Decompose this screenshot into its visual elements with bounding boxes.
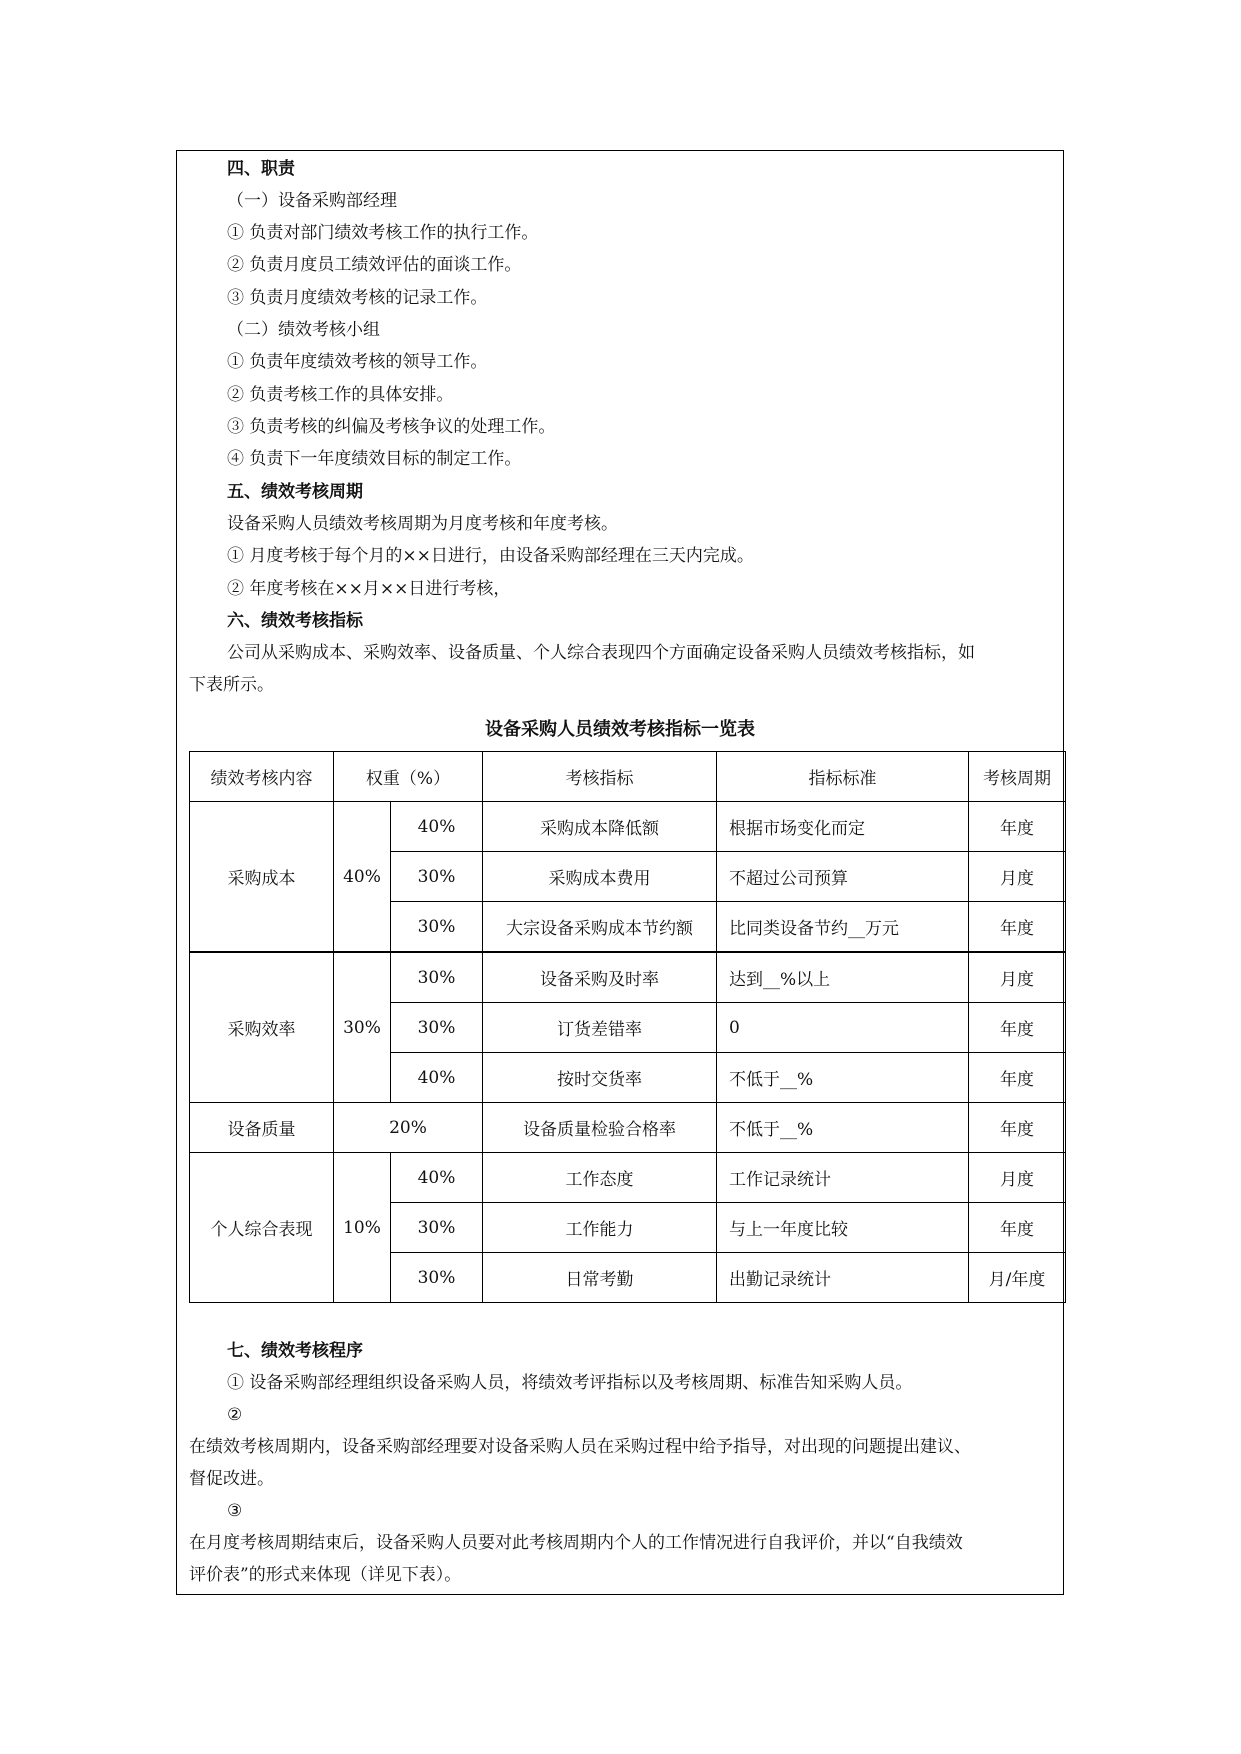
table-row xyxy=(190,802,1066,852)
section-4-sub2-item: ② 负责考核工作的具体安排。 xyxy=(227,385,454,405)
sub-weight-cell: 30% xyxy=(391,1003,483,1053)
document-frame xyxy=(176,150,1064,1595)
indicator-cell: 工作能力 xyxy=(483,1203,717,1253)
indicator-cell: 采购成本费用 xyxy=(483,852,717,902)
section-6-heading: 六、绩效考核指标 xyxy=(227,611,363,631)
sub-weight-cell: 30% xyxy=(391,852,483,902)
standard-cell: 达到__%以上 xyxy=(717,952,969,1003)
standard-cell: 工作记录统计 xyxy=(717,1153,969,1203)
indicator-cell: 日常考勤 xyxy=(483,1253,717,1303)
indicator-table xyxy=(189,751,1066,1303)
sub-weight-cell: 40% xyxy=(391,1053,483,1103)
standard-cell: 比同类设备节约__万元 xyxy=(717,902,969,953)
section-6-paragraph-line: 下表所示。 xyxy=(189,675,274,695)
standard-cell: 与上一年度比较 xyxy=(717,1203,969,1253)
section-4-heading: 四、职责 xyxy=(227,159,295,179)
period-cell: 年度 xyxy=(969,802,1066,852)
sub-weight-cell: 40% xyxy=(391,802,483,852)
indicator-cell: 采购成本降低额 xyxy=(483,802,717,852)
sub-weight-cell: 40% xyxy=(391,1153,483,1203)
header-cell: 权重（%） xyxy=(334,752,483,802)
section-5-item: ① 月度考核于每个月的××日进行，由设备采购部经理在三天内完成。 xyxy=(227,546,754,566)
standard-cell: 根据市场变化而定 xyxy=(717,802,969,852)
section-4-sub2: （二）绩效考核小组 xyxy=(227,320,380,340)
section-4-sub2-item: ③ 负责考核的纠偏及考核争议的处理工作。 xyxy=(227,417,556,437)
standard-cell: 不超过公司预算 xyxy=(717,852,969,902)
category-weight-cell: 10% xyxy=(334,1153,391,1303)
table-row xyxy=(190,952,1066,1003)
section-4-sub2-item: ④ 负责下一年度绩效目标的制定工作。 xyxy=(227,449,522,469)
section-7-item: ① 设备采购部经理组织设备采购人员，将绩效考评指标以及考核周期、标准告知采购人员。 xyxy=(227,1373,913,1393)
table-title: 设备采购人员绩效考核指标一览表 xyxy=(485,719,755,740)
section-4-sub2-item: ① 负责年度绩效考核的领导工作。 xyxy=(227,352,488,372)
header-cell: 考核周期 xyxy=(969,752,1066,802)
category-weight-cell: 40% xyxy=(334,802,391,953)
section-7-item-line: 在绩效考核周期内，设备采购部经理要对设备采购人员在采购过程中给予指导，对出现的问题提出建议、 xyxy=(189,1437,971,1457)
table-header-row xyxy=(190,752,1066,802)
standard-cell: 不低于__% xyxy=(717,1053,969,1103)
section-5-item: ② 年度考核在××月××日进行考核， xyxy=(227,579,511,599)
period-cell: 年度 xyxy=(969,902,1066,953)
standard-cell: 0 xyxy=(717,1003,969,1053)
indicator-cell: 按时交货率 xyxy=(483,1053,717,1103)
period-cell: 年度 xyxy=(969,1103,1066,1153)
period-cell: 月/年度 xyxy=(969,1253,1066,1303)
category-cell: 采购成本 xyxy=(190,802,334,953)
period-cell: 年度 xyxy=(969,1003,1066,1053)
category-cell: 采购效率 xyxy=(190,952,334,1103)
section-7-item-number: ② xyxy=(227,1405,243,1425)
sub-weight-cell: 30% xyxy=(391,952,483,1003)
header-cell: 指标标准 xyxy=(717,752,969,802)
indicator-cell: 订货差错率 xyxy=(483,1003,717,1053)
category-weight-cell: 30% xyxy=(334,952,391,1103)
table-row xyxy=(190,1103,1066,1153)
section-7-item-number: ③ xyxy=(227,1501,243,1521)
section-7-item-line: 督促改进。 xyxy=(189,1469,274,1489)
header-cell: 考核指标 xyxy=(483,752,717,802)
section-7-item-line: 评价表”的形式来体现（详见下表）。 xyxy=(189,1565,462,1585)
period-cell: 年度 xyxy=(969,1203,1066,1253)
section-4-sub1-item: ① 负责对部门绩效考核工作的执行工作。 xyxy=(227,223,539,243)
category-cell: 设备质量 xyxy=(190,1103,334,1153)
section-5-intro: 设备采购人员绩效考核周期为月度考核和年度考核。 xyxy=(227,514,618,534)
standard-cell: 不低于__% xyxy=(717,1103,969,1153)
sub-weight-cell: 30% xyxy=(391,902,483,953)
period-cell: 年度 xyxy=(969,1053,1066,1103)
indicator-cell: 设备质量检验合格率 xyxy=(483,1103,717,1153)
period-cell: 月度 xyxy=(969,952,1066,1003)
section-7-heading: 七、绩效考核程序 xyxy=(227,1341,363,1361)
header-cell: 绩效考核内容 xyxy=(190,752,334,802)
section-5-heading: 五、绩效考核周期 xyxy=(227,482,363,502)
section-6-paragraph-line: 公司从采购成本、采购效率、设备质量、个人综合表现四个方面确定设备采购人员绩效考核指标，如 xyxy=(227,643,975,663)
category-cell: 个人综合表现 xyxy=(190,1153,334,1303)
section-7-item-line: 在月度考核周期结束后，设备采购人员要对此考核周期内个人的工作情况进行自我评价，并以“自我绩效 xyxy=(189,1533,963,1553)
section-4-sub1: （一）设备采购部经理 xyxy=(227,191,397,211)
sub-weight-cell: 30% xyxy=(391,1203,483,1253)
period-cell: 月度 xyxy=(969,852,1066,902)
standard-cell: 出勤记录统计 xyxy=(717,1253,969,1303)
section-4-sub1-item: ③ 负责月度绩效考核的记录工作。 xyxy=(227,288,488,308)
indicator-cell: 设备采购及时率 xyxy=(483,952,717,1003)
indicator-cell: 大宗设备采购成本节约额 xyxy=(483,902,717,953)
sub-weight-cell: 30% xyxy=(391,1253,483,1303)
indicator-cell: 工作态度 xyxy=(483,1153,717,1203)
period-cell: 月度 xyxy=(969,1153,1066,1203)
section-4-sub1-item: ② 负责月度员工绩效评估的面谈工作。 xyxy=(227,255,522,275)
table-row xyxy=(190,1153,1066,1203)
category-weight-cell: 20% xyxy=(334,1103,483,1153)
